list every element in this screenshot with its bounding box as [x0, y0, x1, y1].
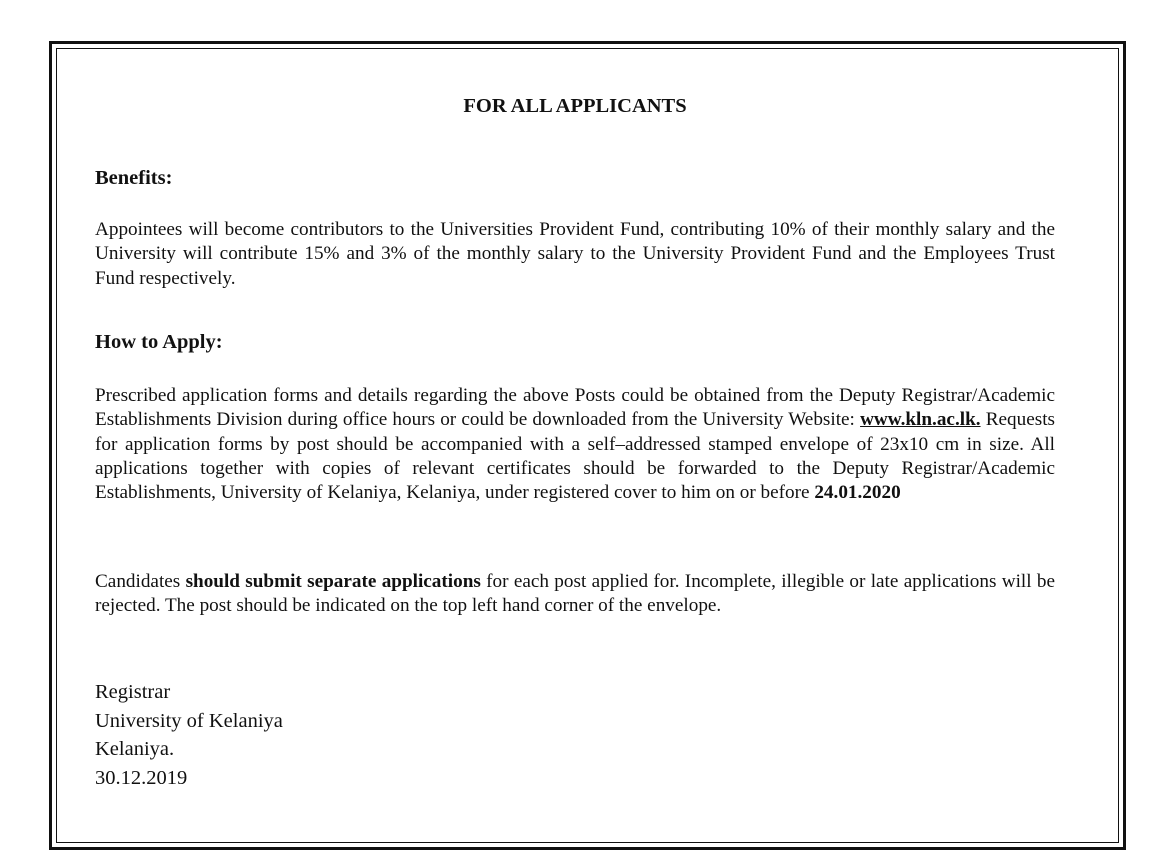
benefits-paragraph: Appointees will become contributors to the Universities Provident Fund, contributing 10% of their monthly salary and the University will contribute 15% and 3% of the monthly salary to the University Provident Fund and the Employees Trust Fund respectively.: [95, 219, 1055, 289]
candidates-paragraph: [95, 570, 1055, 619]
signature-institution: University of Kelaniya: [95, 709, 283, 732]
candidates-text-start: Candidates: [95, 571, 186, 592]
apply-text-end: Requests for application forms by post should be accompanied with a self–addressed stamped envelope of 23x10 cm in size. All applications together with copies of relevant certificates should be forwarded to the Deputy Registrar/Academic Establishments, University of Kelaniya, Kelaniya, under registered cover to him on or before: [95, 409, 1055, 504]
benefits-heading: Benefits:: [95, 167, 173, 189]
apply-text-start: Prescribed application forms and details regarding the above Posts could be obtained from the Deputy Registrar/Academic Establishments Division during office hours or could be downloaded from the University Website:: [95, 385, 1055, 431]
deadline-date: 24.01.2020: [814, 482, 901, 504]
page-title: FOR ALL APPLICANTS: [463, 95, 687, 117]
candidates-text-end: for each post applied for. Incomplete, illegible or late applications will be rejected. The post should be indicated on the top left hand corner of the envelope.: [95, 571, 1056, 617]
how-to-apply-heading: How to Apply:: [95, 331, 223, 353]
signature-role: Registrar: [95, 681, 171, 703]
website-link[interactable]: www.kln.ac.lk.: [860, 409, 981, 431]
document-inner-border: [56, 48, 1119, 843]
signature-block: [95, 678, 283, 792]
document-border: [49, 41, 1126, 850]
separate-applications-emphasis: should submit separate applications: [185, 571, 481, 592]
how-to-apply-paragraph: [95, 384, 1055, 505]
signature-place: Kelaniya.: [95, 738, 175, 760]
signature-date: 30.12.2019: [95, 766, 188, 789]
